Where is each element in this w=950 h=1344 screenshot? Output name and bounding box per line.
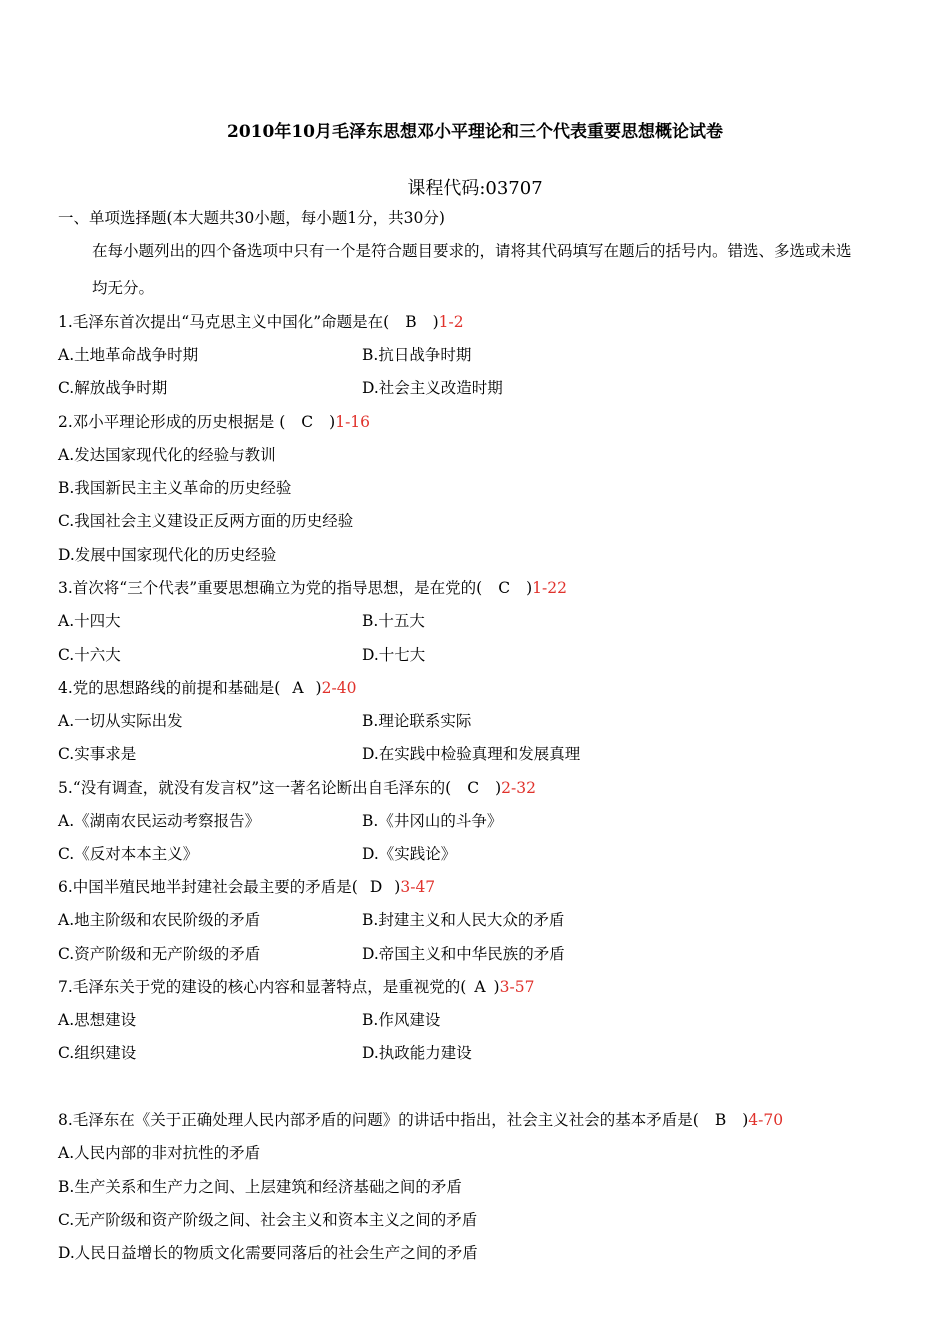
question-stem: 5.“没有调查，就没有发言权”这一著名论断出自毛泽东的(	[58, 779, 452, 797]
option: D.在实践中检验真理和发展真理	[362, 745, 581, 763]
question-stem: 4.党的思想路线的前提和基础是(	[58, 679, 281, 697]
option: C.无产阶级和资产阶级之间、社会主义和资本主义之间的矛盾	[58, 1211, 478, 1229]
answer: C	[301, 413, 314, 431]
answer: B	[714, 1111, 727, 1129]
page-ref: 2-32	[501, 779, 536, 797]
option: C.资产阶级和无产阶级的矛盾	[58, 945, 261, 963]
option: D.帝国主义和中华民族的矛盾	[362, 945, 565, 963]
page-ref: 1-2	[438, 313, 464, 331]
option: B.封建主义和人民大众的矛盾	[362, 911, 565, 929]
option: A.一切从实际出发	[58, 712, 183, 730]
page-ref: 3-47	[400, 878, 436, 896]
close-paren: )	[493, 978, 500, 996]
option: C.组织建设	[58, 1044, 137, 1062]
option: A.地主阶级和农民阶级的矛盾	[58, 911, 261, 929]
question-5	[58, 777, 536, 799]
option: A.土地革命战争时期	[58, 346, 199, 364]
option: B.理论联系实际	[362, 712, 472, 730]
option: C.十六大	[58, 646, 121, 664]
option: A.十四大	[58, 612, 121, 630]
page-ref: 3-57	[499, 978, 535, 996]
option: D.人民日益增长的物质文化需要同落后的社会生产之间的矛盾	[58, 1244, 478, 1262]
close-paren: )	[329, 413, 336, 431]
close-paren: )	[315, 679, 322, 697]
option: C.实事求是	[58, 745, 137, 763]
option: C.我国社会主义建设正反两方面的历史经验	[58, 512, 354, 530]
instruction-line-1: 在每小题列出的四个备选项中只有一个是符合题目要求的，请将其代码填写在题后的括号内。错选、多选或未选	[92, 242, 852, 260]
close-paren: )	[526, 579, 533, 597]
question-stem: 1.毛泽东首次提出“马克思主义中国化”命题是在(	[58, 313, 390, 331]
option: B.我国新民主主义革命的历史经验	[58, 479, 292, 497]
option: A.《湖南农民运动考察报告》	[58, 812, 261, 830]
page-ref: 2-40	[321, 679, 357, 697]
option: B.抗日战争时期	[362, 346, 472, 364]
close-paren: )	[495, 779, 502, 797]
close-paren: )	[432, 313, 439, 331]
answer: A	[474, 978, 486, 996]
option: B.生产关系和生产力之间、上层建筑和经济基础之间的矛盾	[58, 1178, 462, 1196]
option: B.《井冈山的斗争》	[362, 812, 503, 830]
option: B.作风建设	[362, 1011, 441, 1029]
question-7	[58, 976, 534, 998]
option: D.十七大	[362, 646, 426, 664]
option: C.解放战争时期	[58, 379, 168, 397]
option: D.社会主义改造时期	[362, 379, 503, 397]
question-stem: 6.中国半殖民地半封建社会最主要的矛盾是(	[58, 878, 358, 896]
question-1	[58, 311, 464, 333]
question-8	[58, 1109, 783, 1131]
page-ref: 1-22	[532, 579, 567, 597]
question-6	[58, 876, 435, 898]
answer: C	[498, 579, 511, 597]
option: D.执政能力建设	[362, 1044, 472, 1062]
option: B.十五大	[362, 612, 425, 630]
option: D.《实践论》	[362, 845, 457, 863]
question-2	[58, 411, 370, 433]
question-4	[58, 677, 356, 699]
question-stem: 3.首次将“三个代表”重要思想确立为党的指导思想，是在党的(	[58, 579, 483, 597]
option: A.发达国家现代化的经验与教训	[58, 446, 276, 464]
question-stem: 8.毛泽东在《关于正确处理人民内部矛盾的问题》的讲话中指出，社会主义社会的基本矛盾是(	[58, 1111, 699, 1129]
answer: B	[405, 313, 417, 331]
answer: D	[369, 878, 383, 896]
answer: C	[467, 779, 480, 797]
option: A.思想建设	[58, 1011, 137, 1029]
course-code: 课程代码:03707	[407, 178, 543, 199]
page-ref: 4-70	[748, 1111, 784, 1129]
section-heading: 一、单项选择题(本大题共30小题，每小题1分，共30分)	[58, 209, 445, 227]
option: D.发展中国家现代化的历史经验	[58, 546, 277, 564]
close-paren: )	[742, 1111, 749, 1129]
instruction-line-2: 均无分。	[92, 279, 155, 297]
question-stem: 7.毛泽东关于党的建设的核心内容和显著特点，是重视党的(	[58, 978, 467, 996]
option: A.人民内部的非对抗性的矛盾	[58, 1144, 261, 1162]
question-3	[58, 577, 567, 599]
page-ref: 1-16	[335, 413, 371, 431]
question-stem: 2.邓小平理论形成的历史根据是 (	[58, 413, 286, 431]
close-paren: )	[394, 878, 401, 896]
exam-title: 2010年10月毛泽东思想邓小平理论和三个代表重要思想概论试卷	[227, 122, 723, 142]
option: C.《反对本本主义》	[58, 845, 199, 863]
answer: A	[292, 679, 304, 697]
